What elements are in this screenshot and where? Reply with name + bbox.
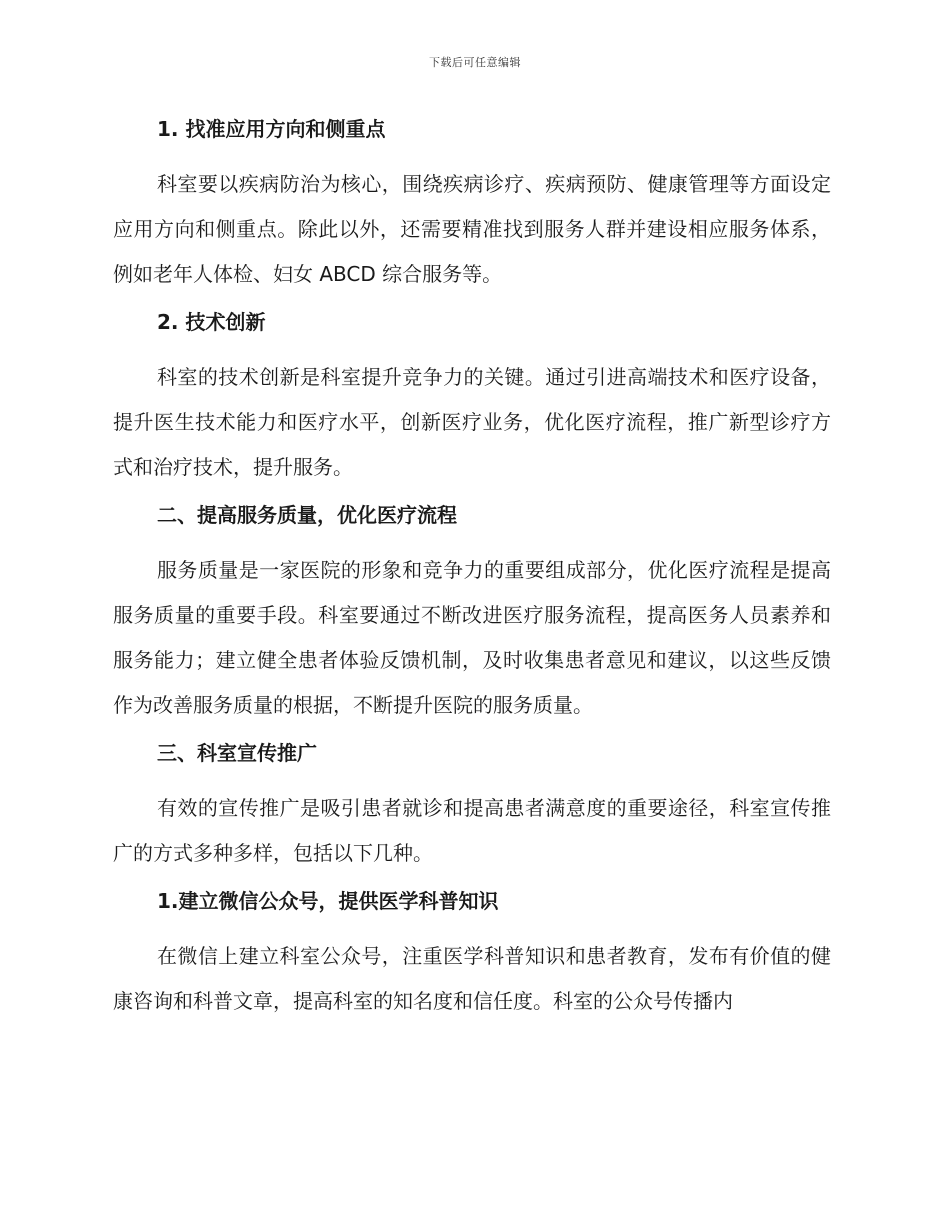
page-header-note: 下载后可任意编辑	[429, 56, 521, 69]
section-heading-3: 二、提高服务质量，优化医疗流程	[157, 503, 457, 527]
document-body	[113, 112, 831, 1032]
paragraph-4: 有效的宣传推广是吸引患者就诊和提高患者满意度的重要途径，科室宣传推广的方式多种多样，包括以下几种。	[113, 796, 831, 865]
section-heading-5: 1.建立微信公众号，提供医学科普知识	[157, 889, 499, 913]
paragraph-1: 科室要以疾病防治为核心，围绕疾病诊疗、疾病预防、健康管理等方面设定应用方向和侧重点。除此以外，还需要精准找到服务人群并建设相应服务体系，例如老年人体检、妇女 ABCD 综合服务等。	[113, 172, 831, 286]
section-heading-1: 1. 找准应用方向和侧重点	[157, 117, 386, 141]
section-heading-2: 2. 技术创新	[157, 310, 266, 334]
paragraph-2: 科室的技术创新是科室提升竞争力的关键。通过引进高端技术和医疗设备，提升医生技术能力和医疗水平，创新医疗业务，优化医疗流程，推广新型诊疗方式和治疗技术，提升服务。	[113, 365, 831, 479]
section-heading-4: 三、科室宣传推广	[157, 741, 317, 765]
paragraph-5: 在微信上建立科室公众号，注重医学科普知识和患者教育，发布有价值的健康咨询和科普文章，提高科室的知名度和信任度。科室的公众号传播内	[113, 944, 831, 1013]
paragraph-3: 服务质量是一家医院的形象和竞争力的重要组成部分，优化医疗流程是提高服务质量的重要手段。科室要通过不断改进医疗服务流程，提高医务人员素养和服务能力；建立健全患者体验反馈机制，及时收集患者意见和建议，以这些反馈作为改善服务质量的根据，不断提升医院的服务质量。	[113, 558, 831, 717]
